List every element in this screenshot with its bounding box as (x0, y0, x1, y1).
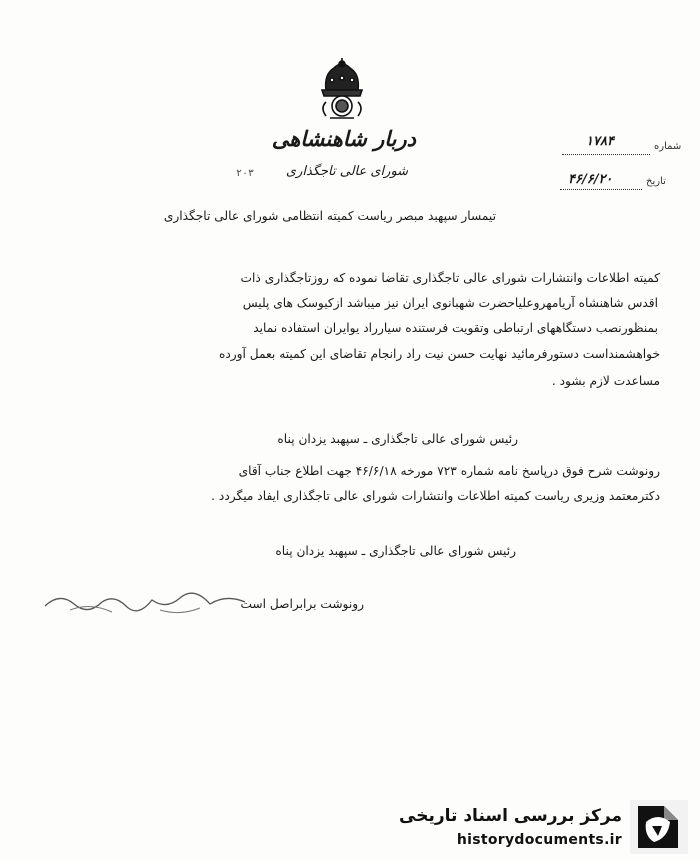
copy-line-2: دکترمعتمد وزیری ریاست کمیته اطلاعات وانتشارات شورای عالی تاجگذاری ایفاد میگردد . (211, 489, 660, 503)
archive-logo-icon (628, 798, 690, 856)
letter-number: ۱۷۸۴ (586, 134, 614, 149)
number-dotline (562, 154, 650, 155)
signature-2: رئیس شورای عالی تاجگذاری ـ سپهبد یزدان پناه (275, 544, 516, 558)
signature-1: رئیس شورای عالی تاجگذاری ـ سپهبد یزدان پناه (277, 432, 518, 446)
side-mark: ۲۰۳ (236, 168, 255, 179)
paragraph-line-2: اقدس شاهنشاه آریامهروعلیاحضرت شهبانوی ایران نیز میباشد ازکیوسک های پلیس (242, 296, 658, 310)
date-label: تاریخ (646, 176, 666, 187)
paragraph-line-3: بمنظورنصب دستگاههای ارتباطی وتقویت فرستنده سیارراد یوایران استفاده نماید (253, 321, 658, 335)
letter-date: ۴۶/۶/۲۰ (568, 172, 613, 187)
letterhead-title: دربار شاهنشاهی (271, 126, 416, 151)
royal-crest-icon (312, 56, 372, 122)
archive-name: مرکز بررسی اسناد تاریخی (399, 806, 622, 826)
paragraph-line-1: کمیته اطلاعات وانتشارات شورای عالی تاجگذاری تقاضا نموده که روزتاجگذاری ذات (240, 271, 660, 285)
copy-conform-text: رونوشت برابراصل است (240, 597, 364, 611)
handwritten-signature-icon (40, 588, 250, 618)
paragraph-line-5: مساعدت لازم بشود . (551, 374, 660, 388)
letterhead-subtitle: شورای عالی تاجگذاری (285, 164, 409, 179)
copy-line-1: رونوشت شرح فوق درپاسخ نامه شماره ۷۲۳ مورخه ۴۶/۶/۱۸ جهت اطلاع جناب آقای (238, 464, 660, 478)
date-dotline (560, 189, 642, 190)
number-label: شماره (654, 141, 682, 152)
addressee-line: تیمسار سپهبد مبصر ریاست کمیته انتظامی شورای عالی تاجگذاری (163, 209, 496, 223)
paragraph-line-4: خواهشمنداست دستورفرمائید نهایت حسن نیت راد رانجام تقاضای این کمیته بعمل آورده (218, 347, 660, 361)
archive-website: historydocuments.ir (456, 832, 622, 848)
